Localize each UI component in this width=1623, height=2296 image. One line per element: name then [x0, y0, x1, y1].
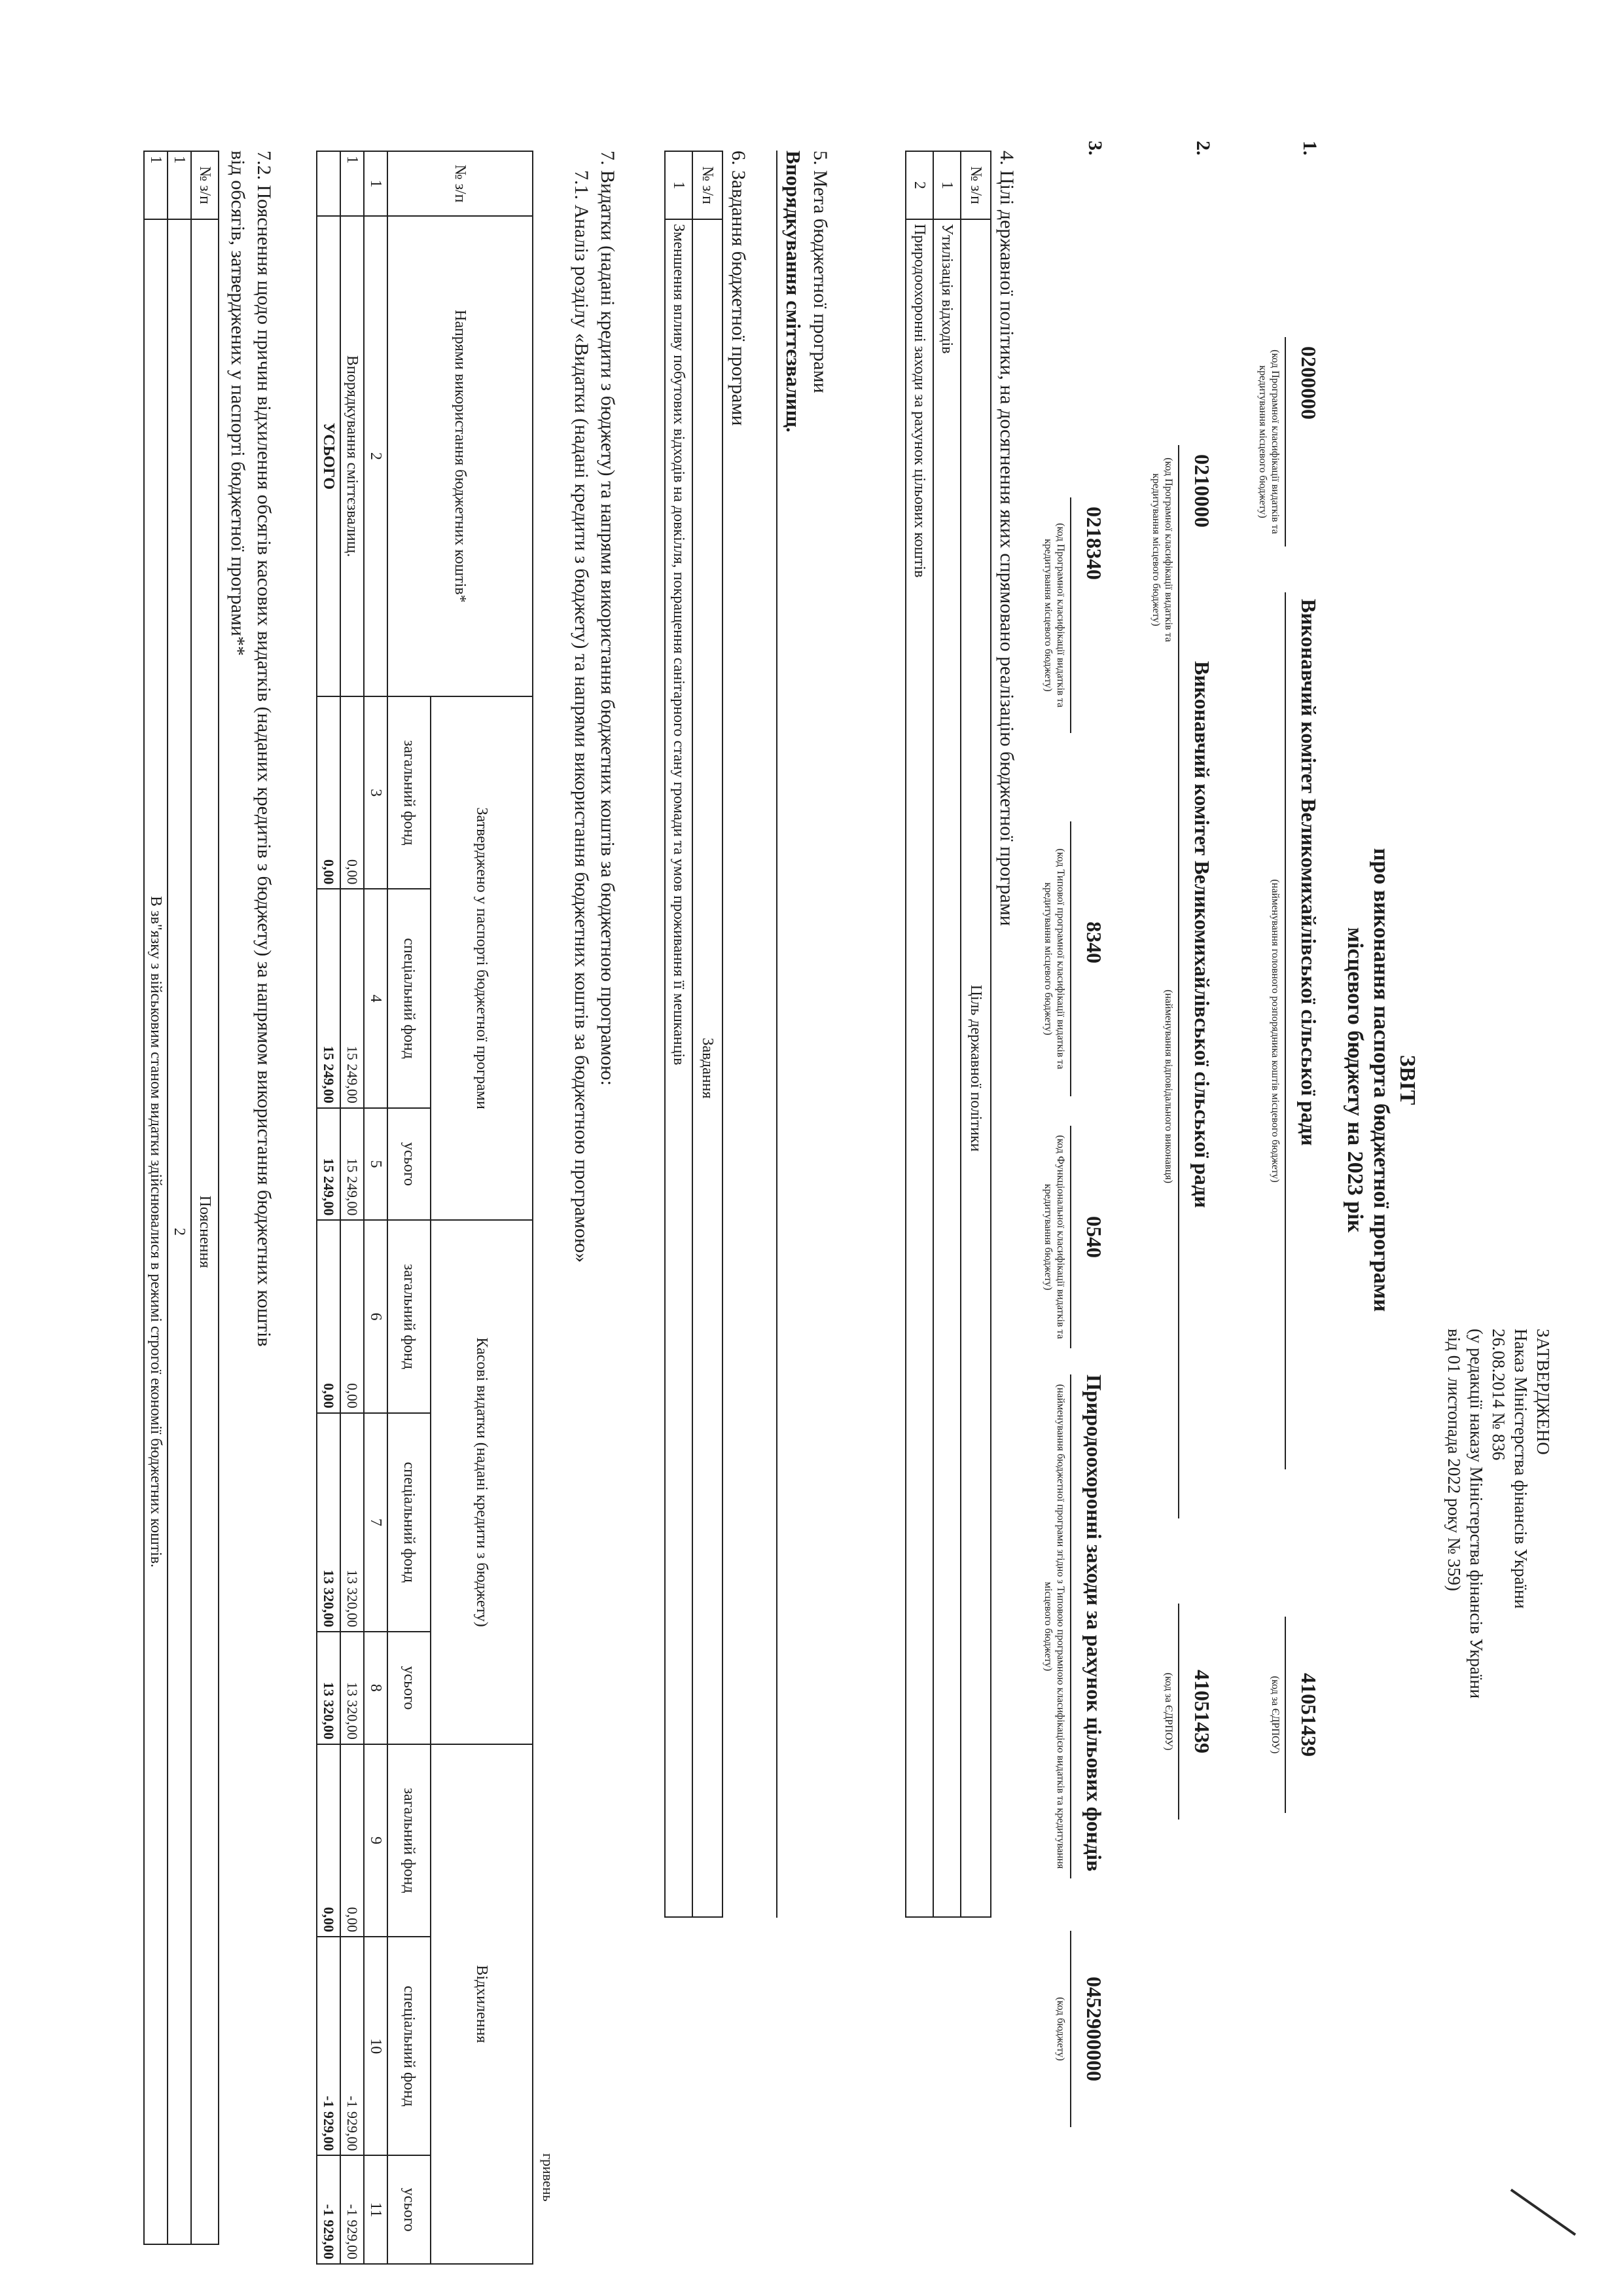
column-index: 3: [364, 696, 387, 889]
underline: [776, 151, 777, 1918]
column-header: № з/п: [692, 151, 722, 219]
total-value-cell: 0,00: [317, 1744, 340, 1937]
total-label: УСЬОГО: [317, 216, 340, 696]
underline: [1070, 1931, 1071, 2127]
value-cell: 13 320,00: [340, 1413, 364, 1632]
table-header-row: [431, 151, 533, 2264]
program-code: 0210000: [1190, 454, 1214, 528]
field-caption: (код за ЄДРПОУ): [1163, 1672, 1174, 1751]
column-index: 2: [168, 219, 191, 2244]
column-subheader: усього: [387, 1108, 431, 1221]
pen-mark: [1510, 2189, 1577, 2236]
tasks-table: [664, 151, 723, 1918]
column-index: 4: [364, 889, 387, 1107]
item-number: 2.: [1192, 141, 1214, 156]
budget-code: 0452900000: [1082, 1977, 1106, 2081]
column-header: Напрями використання бюджетних коштів*: [387, 216, 533, 696]
total-value-cell: 13 320,00: [317, 1632, 340, 1744]
value-cell: 13 320,00: [340, 1632, 364, 1744]
row-number: 2: [906, 151, 933, 219]
column-index: 8: [364, 1632, 387, 1744]
field-caption: (код бюджету): [1055, 1997, 1066, 2061]
row-number: 1: [665, 151, 692, 219]
approval-block: [1443, 1329, 1554, 1918]
column-subheader: усього: [387, 2155, 431, 2264]
column-group-header: Відхилення: [431, 1744, 533, 2264]
section-7-heading: 7. Видатки (надані кредити з бюджету) та напрями використання бюджетних коштів за бюджетною програмою:: [597, 151, 618, 1086]
row-number: 1: [933, 151, 961, 219]
field-caption: (код Функціональної класифікації видатків та кредитування бюджету): [1043, 1135, 1066, 1339]
functional-code: 0540: [1082, 1216, 1106, 1258]
column-index: 5: [364, 1108, 387, 1221]
approval-line: (у редакції наказу Міністерства фінансів України: [1467, 1329, 1486, 1699]
column-subheader: спеціальний фонд: [387, 1413, 431, 1632]
item-number: 1.: [1299, 141, 1321, 156]
column-header: Завдання: [692, 219, 722, 1917]
column-header: № з/п: [191, 151, 219, 219]
row-number: 1: [144, 151, 168, 219]
underline: [1178, 1604, 1179, 1820]
value-cell: -1 929,00: [340, 1937, 364, 2155]
program-name: Природоохоронні заходи за рахунок цільових фондів: [1082, 1374, 1106, 1872]
field-caption: (код Типової програмної класифікації видатків та кредитування місцевого бюджету): [1043, 848, 1066, 1069]
column-header: № з/п: [387, 151, 533, 216]
underline: [1178, 445, 1179, 655]
column-subheader: усього: [387, 1632, 431, 1744]
value-cell: 15 249,00: [340, 1108, 364, 1221]
underline: [1070, 1374, 1071, 1878]
section-5-heading: 5. Мета бюджетної програми: [810, 151, 831, 393]
column-index-row: [364, 151, 387, 2264]
title-line: про виконання паспорта бюджетної програми: [1369, 848, 1393, 1312]
column-subheader: спеціальний фонд: [387, 889, 431, 1107]
goal-text: Природоохоронні заходи за рахунок цільових коштів: [906, 219, 933, 1917]
report-title: [1342, 655, 1420, 1505]
section-6-heading: 6. Завдання бюджетної програми: [728, 151, 749, 426]
column-index-row: [168, 151, 191, 2244]
total-value-cell: 15 249,00: [317, 889, 340, 1107]
explanation-table: [143, 151, 219, 2245]
underline: [1070, 497, 1071, 733]
column-index: 9: [364, 1744, 387, 1937]
task-text: Зменшення впливу побутових відходів на довкілля, покращення санітарного стану громади та умов проживання її мешканців: [665, 219, 692, 1917]
underline: [1285, 1617, 1286, 1813]
total-value-cell: 0,00: [317, 696, 340, 889]
table-row: [665, 151, 692, 1917]
column-index: 1: [364, 151, 387, 216]
program-purpose: Впорядкування сміттєзвалищ.: [782, 151, 805, 433]
currency-unit: гривень: [540, 2153, 556, 2202]
program-code: 0200000: [1297, 346, 1321, 420]
title-line: місцевого бюджету на 2023 рік: [1343, 927, 1367, 1233]
value-cell: 0,00: [340, 1744, 364, 1937]
total-value-cell: -1 929,00: [317, 1937, 340, 2155]
item-number: 3.: [1084, 141, 1106, 156]
executor-name: Виконавчий комітет Великомихайлівської сільської ради: [1190, 661, 1214, 1208]
value-cell: 0,00: [340, 696, 364, 889]
table-row: [933, 151, 961, 1917]
field-caption: (код Програмної класифікації видатків та кредитування місцевого бюджету): [1043, 523, 1066, 708]
underline: [1070, 821, 1071, 1096]
program-code: 0218340: [1082, 507, 1106, 580]
value-cell: 0,00: [340, 1220, 364, 1412]
goal-text: Утилізація відходів: [933, 219, 961, 1917]
total-value-cell: 15 249,00: [317, 1108, 340, 1221]
value-cell: 15 249,00: [340, 889, 364, 1107]
approval-line: 26.08.2014 № 836: [1489, 1329, 1508, 1461]
total-value-cell: 0,00: [317, 1220, 340, 1412]
table-row: [144, 151, 168, 2244]
field-caption: (найменування бюджетної програми згідно з Типовою програмною класифікацією видатків та кредитування місцевого бюджету): [1043, 1384, 1066, 1869]
row-number: [317, 151, 340, 216]
goals-table: [905, 151, 991, 1918]
section-7-2-heading: 7.2. Пояснення щодо причин відхилення обсягів касових видатків (наданих кредитів з бюджету) за напрямом використання бюджетних коштів: [253, 151, 275, 1347]
value-cell: -1 929,00: [340, 2155, 364, 2264]
column-header: № з/п: [961, 151, 991, 219]
total-row: [317, 151, 340, 2264]
expenditure-table: [316, 151, 533, 2265]
approval-line: ЗАТВЕРДЖЕНО: [1533, 1329, 1553, 1455]
column-index: 10: [364, 1937, 387, 2155]
column-header: Ціль державної політики: [961, 219, 991, 1917]
underline: [1285, 337, 1286, 547]
field-caption: (найменування головного розпорядника коштів місцевого бюджету): [1270, 879, 1281, 1183]
field-caption: (код за ЄДРПОУ): [1270, 1676, 1281, 1754]
total-value-cell: 13 320,00: [317, 1413, 340, 1632]
table-header-row: [191, 151, 219, 2244]
table-row: [906, 151, 933, 1917]
table-row: [340, 151, 364, 2264]
column-index: 7: [364, 1413, 387, 1632]
field-caption: (код Програмної класифікації видатків та кредитування місцевого бюджету): [1257, 350, 1281, 534]
section-4-heading: 4. Цілі державної політики, на досягнення яких спрямовано реалізацію бюджетної програми: [996, 151, 1018, 926]
column-index: 11: [364, 2155, 387, 2264]
row-number: 1: [340, 151, 364, 216]
column-index: 6: [364, 1220, 387, 1412]
table-header-row: [692, 151, 722, 1917]
field-caption: (найменування відповідального виконавця): [1163, 990, 1174, 1183]
typical-code: 8340: [1082, 922, 1106, 963]
table-header-row: [961, 151, 991, 1917]
field-caption: (код Програмної класифікації видатків та кредитування місцевого бюджету): [1150, 457, 1174, 642]
approval-line: Наказ Міністерства фінансів України: [1511, 1329, 1531, 1609]
manager-name: Виконавчий комітет Великомихайлівської сільської ради: [1297, 599, 1321, 1146]
total-value-cell: -1 929,00: [317, 2155, 340, 2264]
column-index: 1: [168, 151, 191, 219]
direction-name: Впорядкування сміттєзвалищ.: [340, 216, 364, 696]
column-subheader: загальний фонд: [387, 1744, 431, 1937]
edrpou-code: 41051439: [1297, 1673, 1321, 1757]
approval-line: від 01 листопада 2022 року № 359): [1444, 1329, 1464, 1591]
edrpou-code: 41051439: [1190, 1670, 1214, 1753]
underline: [1285, 592, 1286, 1469]
section-7-2-heading-cont: від обсягів, затверджених у паспорті бюджетної програми**: [227, 151, 249, 656]
column-subheader: спеціальний фонд: [387, 1937, 431, 2155]
column-subheader: загальний фонд: [387, 1220, 431, 1412]
title-line: ЗВІТ: [1395, 1054, 1419, 1105]
section-7-1-heading: 7.1. Аналіз розділу «Видатки (надані кредити з бюджету) та напрями використання бюджетних коштів за бюджетною програмою»: [571, 170, 592, 1263]
underline: [1070, 1126, 1071, 1348]
underline: [1178, 655, 1179, 1518]
column-group-header: Касові видатки (надані кредити з бюджету): [431, 1220, 533, 1744]
column-header: Пояснення: [191, 219, 219, 2244]
column-group-header: Затверджено у паспорті бюджетної програми: [431, 696, 533, 1220]
column-index: 2: [364, 216, 387, 696]
explanation-text: В зв"язку з військовим станом видатки здійснювалися в режимі строгої економії бюджетних коштів.: [144, 219, 168, 2244]
column-subheader: загальний фонд: [387, 696, 431, 889]
